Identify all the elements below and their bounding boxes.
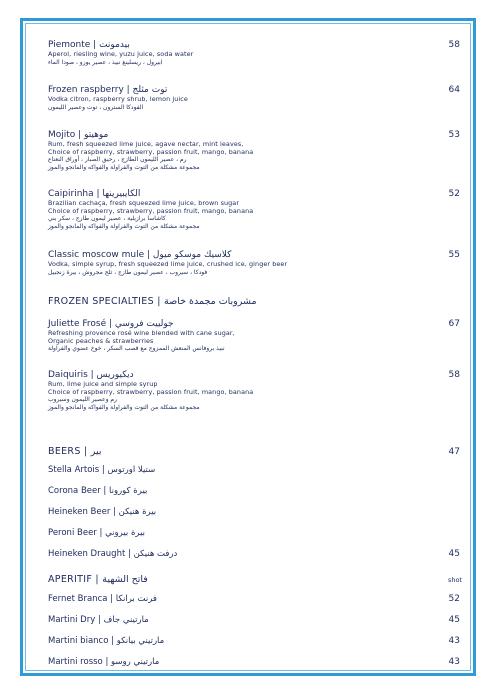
item-description: Choice of raspberry, strawberry, passion fruit, mango, banana xyxy=(48,147,254,156)
aperitif-price: 43 xyxy=(448,657,460,667)
beer-name: Heineken Beer | بيرة هنيكن xyxy=(48,507,157,517)
menu-item-mojito xyxy=(48,130,458,171)
beer-row xyxy=(48,528,458,539)
menu-item-frozen-raspberry xyxy=(48,85,458,111)
item-description: Choice of raspberry, strawberry, passion fruit, mango, banana xyxy=(48,387,254,396)
aperitif-price: 43 xyxy=(448,636,460,646)
aperitif-name: Martini bianco | مارتيني بيانكو xyxy=(48,636,165,646)
item-title: Piemonte | بيدمونت xyxy=(48,40,130,50)
item-description: Vodka, simple syrup, fresh squeezed lime juice, crushed ice, ginger beer xyxy=(48,260,288,268)
aperitif-price: 52 xyxy=(448,594,460,604)
menu-item-juliette-frose xyxy=(48,319,458,353)
item-description-arabic: نبيذ بروفانس المنعش الممزوج مع قصب السكر ، خوخ عضوي والفراولة xyxy=(48,345,225,353)
menu-item-piemonte xyxy=(48,40,458,66)
beer-name: Stella Artois | ستيلا اورتوس xyxy=(48,465,156,475)
beer-name: Peroni Beer | بيرة بيروني xyxy=(48,528,146,538)
aperitif-name: Martini rosso | مارتيني روسو xyxy=(48,657,160,667)
beer-row xyxy=(48,549,458,560)
item-price: 58 xyxy=(448,40,460,50)
menu-item-daiquiris xyxy=(48,370,458,411)
item-description-arabic: مجموعة مشكلة من التوت والفراولة والفواكه والمانجو والموز xyxy=(48,222,200,230)
menu-item-moscow-mule xyxy=(48,250,458,276)
item-description: Vodka citron, raspberry shrub, lemon juice xyxy=(48,95,188,103)
item-title: Juliette Frosé | جولييت فروسي xyxy=(48,319,174,329)
item-description-arabic: مجموعة مشكلة من التوت والفراولة والفواكه والمانجو والموز xyxy=(48,163,200,171)
item-price: 58 xyxy=(448,370,460,380)
aperitif-row xyxy=(48,615,458,626)
item-description-arabic: ابيرول ، ريسلينغ نبيذ ، عصير يوزو ، صودا الماء xyxy=(48,58,163,66)
beer-row xyxy=(48,465,458,476)
item-price: 55 xyxy=(448,250,460,260)
beer-row xyxy=(48,486,458,497)
aperitif-name: Fernet Branca | فرنت برانكا xyxy=(48,594,157,604)
section-header-frozen xyxy=(48,296,458,308)
item-description-arabic: رم ، عصير الليمون الطازج ، رحيق الصبار ، أوراق النعناع xyxy=(48,156,187,164)
item-description: Organic peaches & strawberries xyxy=(48,336,154,345)
section-title: BEERS | بير xyxy=(48,446,102,457)
unit-label: shot xyxy=(447,576,462,584)
item-title: Daiquiris | ديكيوريس xyxy=(48,370,134,380)
section-title: APERITIF | فاتح الشهية xyxy=(48,574,148,585)
beer-name: Heineken Draught | درفت هنيكن xyxy=(48,549,178,559)
aperitif-name: Martini Dry | مارتيني جاف xyxy=(48,615,149,625)
beer-name: Corona Beer | بيرة كورونا xyxy=(48,486,148,496)
item-description: Refreshing provence rosé wine blended with cane sugar, xyxy=(48,329,235,337)
item-price: 52 xyxy=(448,189,460,199)
section-price: 47 xyxy=(448,447,460,457)
item-title: Classic moscow mule | كلاسيك موسكو ميول xyxy=(48,250,232,260)
aperitif-row xyxy=(48,636,458,647)
menu-item-caipirinha xyxy=(48,189,458,230)
item-description-arabic: رم وعصير الليمون وسيروب xyxy=(48,396,117,404)
section-header-aperitif xyxy=(48,574,462,586)
item-price: 64 xyxy=(448,85,460,95)
item-title: Caipirinha | الكايبيرينها xyxy=(48,189,141,199)
item-description-arabic: مجموعة مشكلة من التوت والفراولة والفواكه والمانجو والموز xyxy=(48,403,200,411)
item-description: Choice of raspberry, strawberry, passion fruit, mango, banana xyxy=(48,206,254,215)
item-price: 67 xyxy=(448,319,460,329)
aperitif-row xyxy=(48,657,458,668)
item-title: Frozen raspberry | توت مثلج xyxy=(48,85,168,95)
beer-price: 45 xyxy=(448,549,460,559)
item-description-arabic: فودكا ، سيروب ، عصير ليمون طازج ، ثلج مجروش ، بيرة زنجبيل xyxy=(48,268,208,276)
item-price: 53 xyxy=(448,130,460,140)
item-description: Aperol, riesling wine, yuzu juice, soda water xyxy=(48,50,194,58)
section-header-beers xyxy=(48,446,458,458)
item-description: Rum, lime juice and simple syrup xyxy=(48,380,158,388)
item-description-arabic: الفودكا السترون ، توت وعصير الليمون xyxy=(48,103,144,111)
item-description: Rum, fresh squeezed lime juice, agave nectar, mint leaves, xyxy=(48,140,244,148)
section-title: FROZEN SPECIALTIES | مشروبات مجمدة خاصة xyxy=(48,296,257,307)
item-title: Mojito | موهيتو xyxy=(48,130,109,140)
beer-row xyxy=(48,507,458,518)
aperitif-row xyxy=(48,594,458,605)
item-description-arabic: كاشاسا برازيلية ، عصير ليمون طازج ، سكر بني xyxy=(48,215,166,223)
aperitif-price: 45 xyxy=(448,615,460,625)
item-description: Brazilian cachaça, fresh squeezed lime juice, brown sugar xyxy=(48,199,240,207)
